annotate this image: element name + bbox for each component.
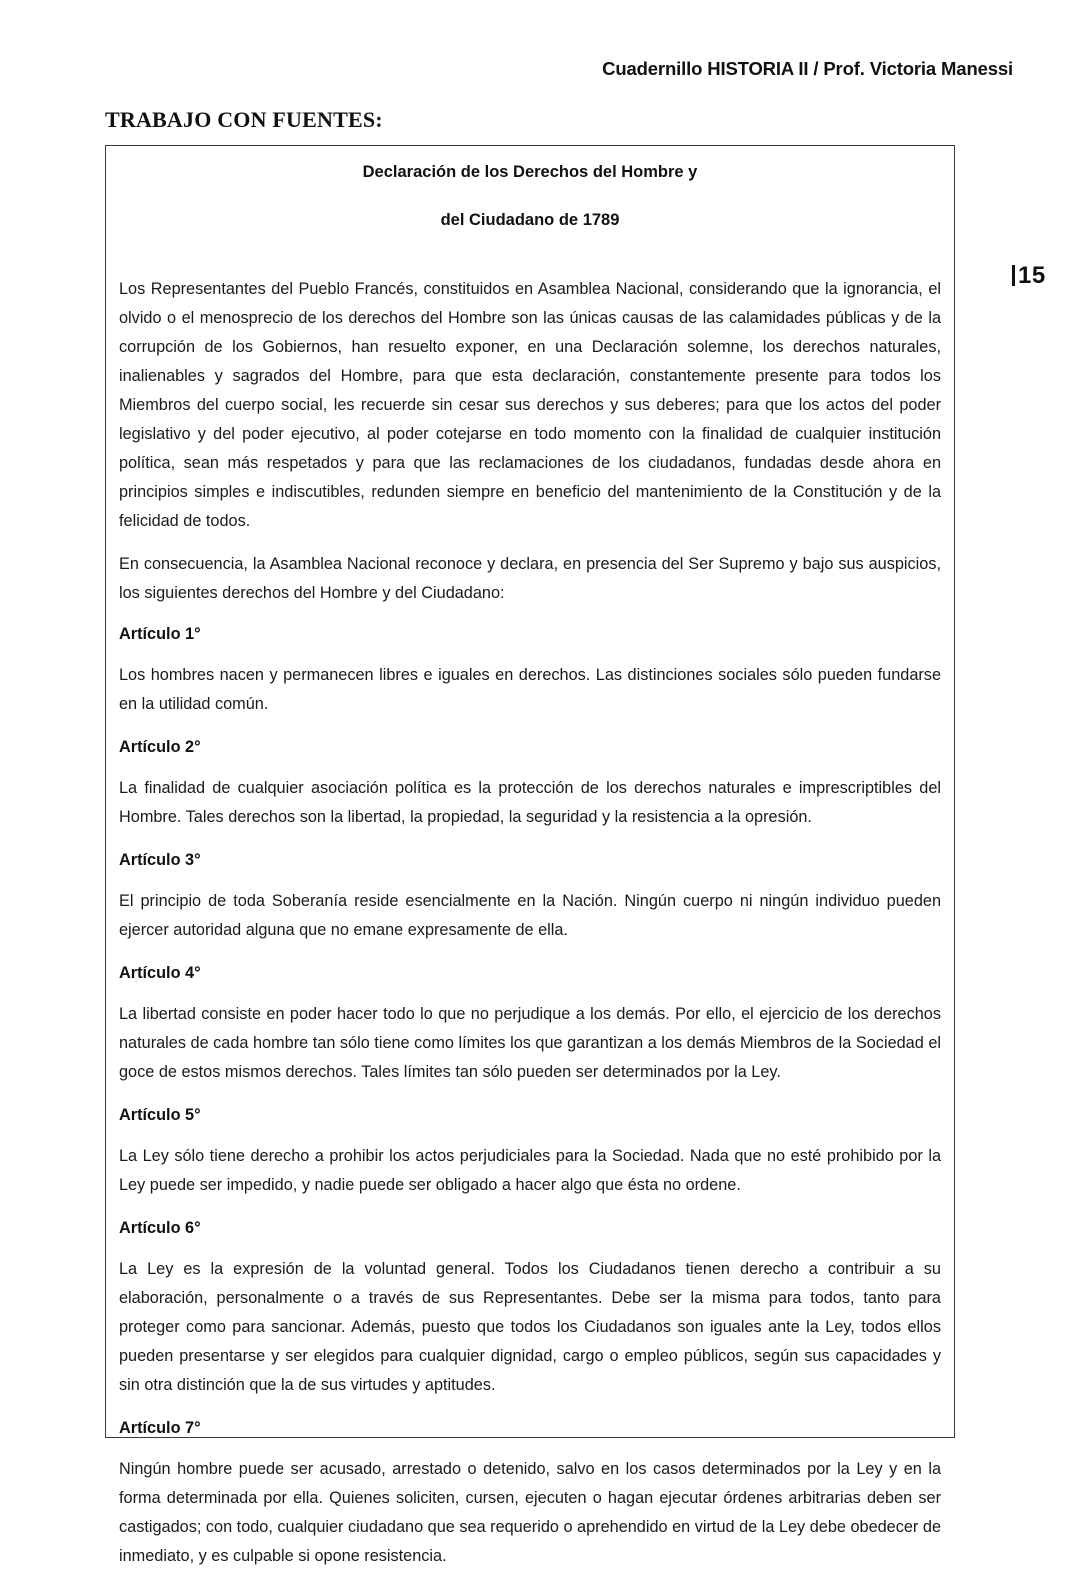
article-heading-6: Artículo 6° <box>119 1218 201 1237</box>
article-heading-1: Artículo 1° <box>119 624 201 643</box>
article-body-6: La Ley es la expresión de la voluntad general. Todos los Ciudadanos tienen derecho a contribuir a su elaboración, personalmente o a través de sus Representantes. Debe ser la misma para todos, tanto para proteger como para sancionar. Además, puesto que todos los Ciudadanos son iguales ante la Ley, todos ellos pueden presentarse y ser elegidos para cualquier dignidad, cargo o empleo públicos, según sus capacidades y sin otra distinción que la de sus virtudes y aptitudes. <box>119 1259 941 1394</box>
source-document-box <box>105 145 955 1565</box>
article-body-1: Los hombres nacen y permanecen libres e iguales en derechos. Las distinciones sociales sólo pueden fundarse en la utilidad común. <box>119 665 941 713</box>
article-body-5: La Ley sólo tiene derecho a prohibir los actos perjudiciales para la Sociedad. Nada que no esté prohibido por la Ley puede ser impedido, y nadie puede ser obligado a hacer algo que ésta no ordene. <box>119 1146 941 1194</box>
article-heading-3: Artículo 3° <box>119 850 201 869</box>
source-body <box>119 275 941 1571</box>
source-title-line-1: Declaración de los Derechos del Hombre y <box>362 163 698 181</box>
section-title: TRABAJO CON FUENTES: <box>105 107 383 132</box>
running-header: Cuadernillo HISTORIA II / Prof. Victoria Manessi <box>602 58 1013 79</box>
page-number-separator-bar <box>1012 265 1015 286</box>
page-number-marker <box>1012 262 1046 290</box>
source-title-line-2: del Ciudadano de 1789 <box>440 210 620 229</box>
article-body-2: La finalidad de cualquier asociación política es la protección de los derechos naturales e imprescriptibles del Hombre. Tales derechos son la libertad, la propiedad, la seguridad y la resistencia a la opresión. <box>119 778 941 826</box>
article-body-4: La libertad consiste en poder hacer todo lo que no perjudique a los demás. Por ello, el ejercicio de los derechos naturales de cada hombre tan sólo tiene como límites los que garantizan a los demás Miembros de la Sociedad el goce de estos mismos derechos. Tales límites tan sólo pueden ser determinados por la Ley. <box>119 1004 941 1081</box>
preamble-paragraph-1: Los Representantes del Pueblo Francés, constituidos en Asamblea Nacional, considerando que la ignorancia, el olvido o el menosprecio de los derechos del Hombre son las únicas causas de las calamidades públicas y de la corrupción de los Gobiernos, han resuelto exponer, en una Declaración solemne, los derechos naturales, inalienables y sagrados del Hombre, para que esta declaración, constantemente presente para todos los Miembros del cuerpo social, les recuerde sin cesar sus derechos y sus deberes; para que los actos del poder legislativo y del poder ejecutivo, al poder cotejarse en todo momento con la finalidad de cualquier institución política, sean más respetados y para que las reclamaciones de los ciudadanos, fundadas desde ahora en principios simples e indiscutibles, redunden siempre en beneficio del mantenimiento de la Constitución y de la felicidad de todos. <box>119 279 941 530</box>
article-heading-4: Artículo 4° <box>119 963 201 982</box>
article-heading-7: Artículo 7° <box>119 1418 201 1437</box>
page-number-value: 15 <box>1018 262 1046 289</box>
article-heading-2: Artículo 2° <box>119 737 201 756</box>
article-body-3: El principio de toda Soberanía reside esencialmente en la Nación. Ningún cuerpo ni ningún individuo pueden ejercer autoridad alguna que no emane expresamente de ella. <box>119 891 941 939</box>
article-heading-5: Artículo 5° <box>119 1105 201 1124</box>
preamble-paragraph-2: En consecuencia, la Asamblea Nacional reconoce y declara, en presencia del Ser Supremo y bajo sus auspicios, los siguientes derechos del Hombre y del Ciudadano: <box>119 554 941 602</box>
article-body-7: Ningún hombre puede ser acusado, arrestado o detenido, salvo en los casos determinados por la Ley y en la forma determinada por ella. Quienes soliciten, cursen, ejecuten o hagan ejecutar órdenes arbitrarias deben ser castigados; con todo, cualquier ciudadano que sea requerido o aprehendido en virtud de la Ley debe obedecer de inmediato, y es culpable si opone resistencia. <box>119 1459 941 1565</box>
